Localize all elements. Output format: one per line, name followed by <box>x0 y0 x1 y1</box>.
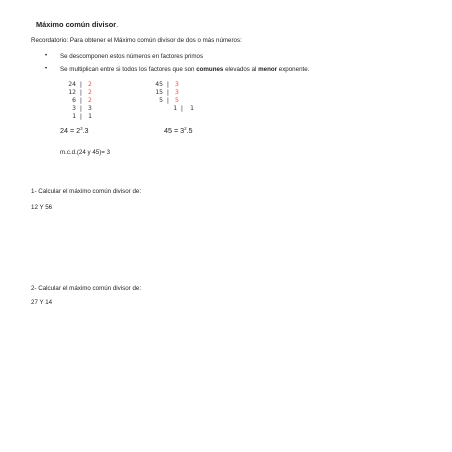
factor-24-factor: 1 <box>88 112 92 120</box>
bullet-2-mid: elevados al <box>223 66 259 73</box>
equation-45-base: 45 = 3 <box>164 126 185 135</box>
factor-24-factor: 2 <box>88 88 92 96</box>
equation-45 <box>164 126 193 135</box>
bullet-1-text: Se descomponen estos números en factores primos <box>60 53 204 60</box>
equation-24-base: 24 = 2 <box>60 126 81 135</box>
equation-45-exponent: 2 <box>184 126 187 131</box>
factor-45-factor: 3 <box>175 80 179 88</box>
factor-45-number: 45 <box>155 80 163 88</box>
title-period: . <box>116 20 119 29</box>
factor-45-bar: | <box>166 88 170 96</box>
factor-45-number: 5 <box>159 96 163 104</box>
bullet-2-bold-menor: menor <box>258 66 278 73</box>
bullet-2-text <box>60 66 309 73</box>
page-title <box>36 20 118 29</box>
factor-24-number: 12 <box>68 88 76 96</box>
exercise-2-prompt: 2- Calcular el máximo común divisor de: <box>31 285 142 292</box>
mcd-result: m.c.d.(24 y 45)= 3 <box>60 149 111 156</box>
exercise-2-numbers: 27 Y 14 <box>31 299 53 306</box>
factor-24-number: 24 <box>68 80 76 88</box>
bullet-2-pre: Se multiplican entre si todos los factores que son <box>60 66 197 73</box>
bullet-1-dot: • <box>45 53 48 59</box>
factor-45-bar: | <box>166 80 170 88</box>
factor-45-number: 1 <box>173 104 177 112</box>
factor-24-number: 6 <box>72 96 76 104</box>
factor-45-bar: | <box>166 96 170 104</box>
equation-24 <box>60 126 89 135</box>
factor-24-factor: 2 <box>88 96 92 104</box>
reminder-text: Recordatorio: Para obtener el Máximo común divisor de dos o más números: <box>31 37 242 44</box>
bullet-2-post: exponente. <box>277 66 310 73</box>
title-text: Máximo común divisor <box>36 20 117 29</box>
factor-24-bar: | <box>79 80 83 88</box>
factor-24-bar: | <box>79 104 83 112</box>
factor-24-factor: 3 <box>88 104 92 112</box>
factor-24-number: 1 <box>72 112 76 120</box>
factor-45-number: 15 <box>155 88 163 96</box>
factor-45-factor: 5 <box>175 96 179 104</box>
equation-45-rest: .5 <box>186 126 193 135</box>
bullet-2-dot: • <box>45 66 48 72</box>
exercise-1-numbers: 12 Y 56 <box>31 204 53 211</box>
factor-24-bar: | <box>79 88 83 96</box>
bullet-2-bold-comunes: comunes <box>196 66 224 73</box>
factor-24-factor: 2 <box>88 80 92 88</box>
factor-45-bar: | <box>180 104 184 112</box>
equation-24-exponent: 3 <box>80 126 83 131</box>
equation-24-rest: .3 <box>82 126 89 135</box>
factor-24-bar: | <box>79 112 83 120</box>
factor-24-number: 3 <box>72 104 76 112</box>
factor-45-factor: 3 <box>175 88 179 96</box>
exercise-1-prompt: 1- Calcular el máximo común divisor de: <box>31 188 142 195</box>
factor-45-factor: 1 <box>190 104 194 112</box>
factor-24-bar: | <box>79 96 83 104</box>
